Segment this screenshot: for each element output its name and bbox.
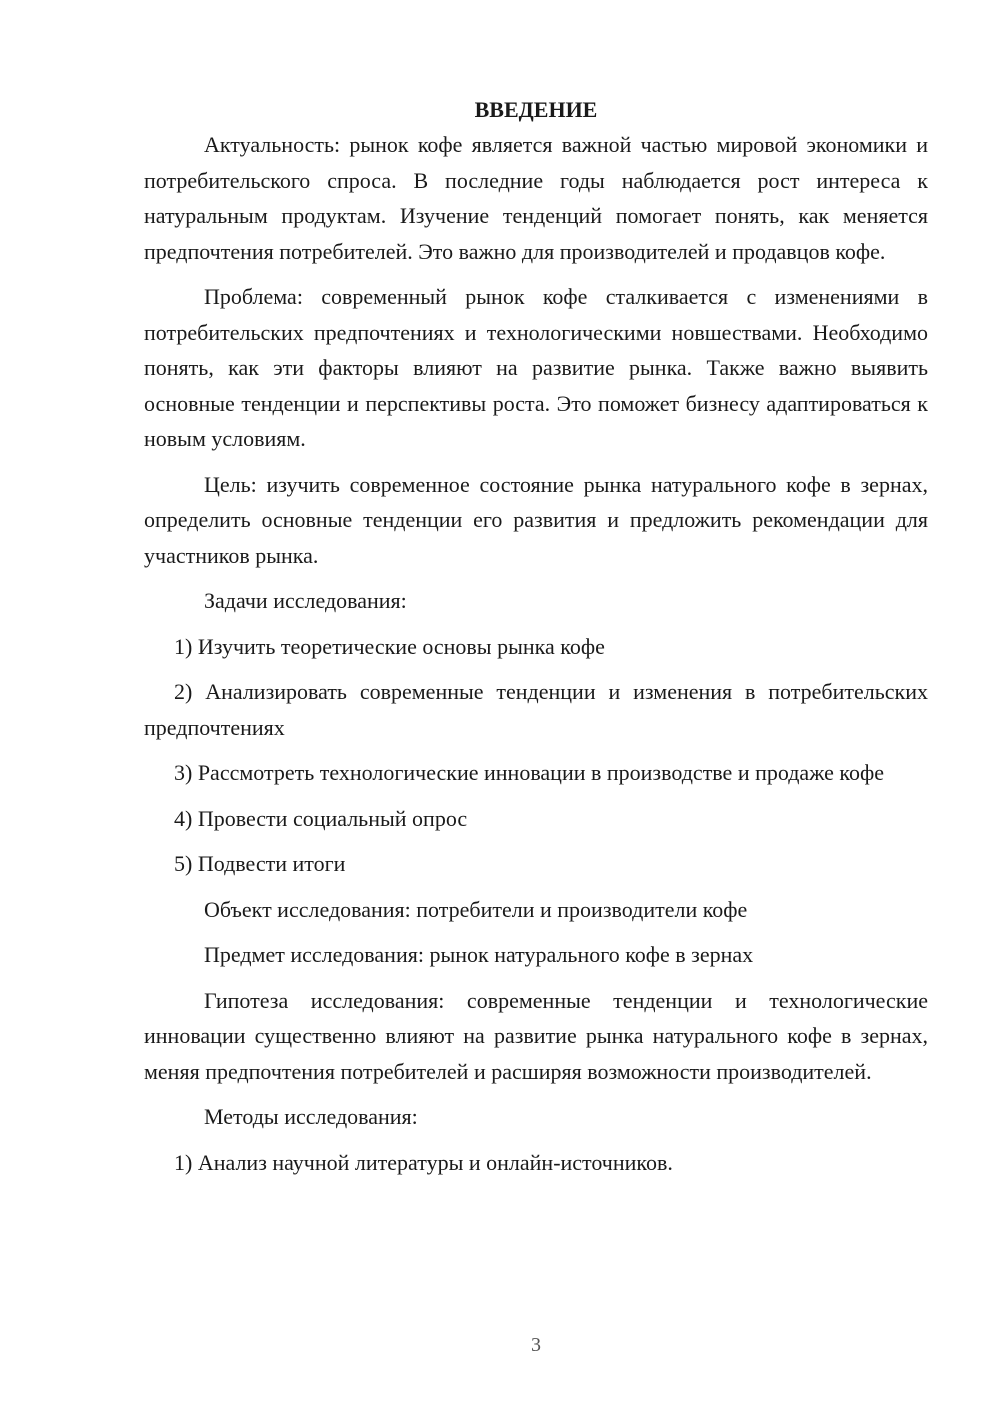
- task-item: 2) Анализировать современные тенденции и изменения в потребительских предпочтениях: [144, 679, 928, 740]
- object-paragraph: Объект исследования: потребители и производители кофе: [204, 896, 748, 922]
- hypothesis-paragraph: Гипотеза исследования: современные тенденции и технологические инновации существенно влияют на развитие рынка натурального кофе в зернах, меняя предпочтения потребителей и расширяя возможности производителей.: [144, 987, 928, 1084]
- tasks-heading: Задачи исследования:: [204, 588, 407, 613]
- page-number: 3: [531, 1334, 541, 1356]
- problem-paragraph: Проблема: современный рынок кофе сталкивается с изменениями в потребительских предпочтениях и технологическими новшествами. Необходимо понять, как эти факторы влияют на развитие рынка. Также важно выявить основные тенденции и перспективы роста. Это поможет бизнесу адаптироваться к новым условиям.: [144, 284, 928, 451]
- subject-paragraph: Предмет исследования: рынок натурального кофе в зернах: [204, 942, 754, 967]
- goal-paragraph: Цель: изучить современное состояние рынка натурального кофе в зернах, определить основные тенденции его развития и предложить рекомендации для участников рынка.: [144, 471, 928, 568]
- task-item: 3) Рассмотреть технологические инновации в производстве и продаже кофе: [174, 760, 884, 785]
- task-item: 1) Изучить теоретические основы рынка кофе: [174, 633, 605, 659]
- section-title: ВВЕДЕНИЕ: [474, 97, 598, 122]
- page-content: [144, 92, 928, 1190]
- methods-heading: Методы исследования:: [204, 1104, 418, 1129]
- relevance-paragraph: Актуальность: рынок кофе является важной частью мировой экономики и потребительского спроса. В последние годы наблюдается рост интереса к натуральным продуктам. Изучение тенденций помогает понять, как меняется предпочтения потребителей. Это важно для производителей и продавцов кофе.: [144, 132, 928, 264]
- method-item: 1) Анализ научной литературы и онлайн-источников.: [174, 1149, 673, 1175]
- task-item: 5) Подвести итоги: [174, 851, 346, 876]
- task-item: 4) Провести социальный опрос: [174, 805, 468, 831]
